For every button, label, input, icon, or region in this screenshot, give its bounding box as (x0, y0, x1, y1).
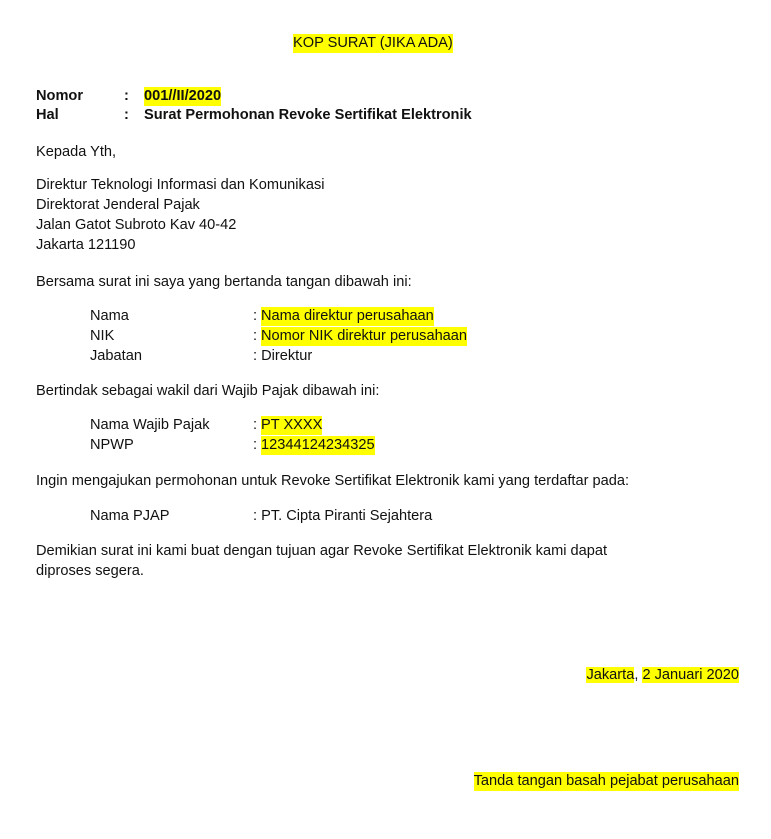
signature-placeholder: Tanda tangan basah pejabat perusahaan (473, 773, 739, 789)
recipient-line-3: Jalan Gatot Subroto Kav 40-42 (36, 217, 237, 233)
request-text: Ingin mengajukan permohonan untuk Revoke Sertifikat Elektronik kami yang terdaftar pada: (36, 473, 630, 489)
recipient-line-1: Direktur Teknologi Informasi dan Komunikasi (36, 177, 325, 193)
closing-line-2: diproses segera. (36, 563, 144, 579)
signer-nik-colon: : (253, 328, 258, 344)
place-date-separator: , (634, 667, 639, 683)
signer-name-value: Nama direktur perusahaan (261, 308, 434, 324)
nomor-value: 001//II/2020 (144, 88, 222, 104)
place-value: Jakarta (586, 667, 635, 683)
recipient-line-2: Direktorat Jenderal Pajak (36, 197, 200, 213)
salutation: Kepada Yth, (36, 144, 117, 160)
pjap-value: : PT. Cipta Piranti Sejahtera (253, 508, 433, 524)
taxpayer-name-value: PT XXXX (261, 417, 323, 433)
hal-value: Surat Permohonan Revoke Sertifikat Elektronik (144, 107, 472, 123)
taxpayer-name-label: Nama Wajib Pajak (90, 417, 210, 433)
closing-line-1: Demikian surat ini kami buat dengan tujuan agar Revoke Sertifikat Elektronik kami dapat (36, 543, 608, 559)
signer-name-colon: : (253, 308, 258, 324)
place-date (586, 666, 739, 685)
signer-position-value: : Direktur (253, 348, 313, 364)
signer-nik-value: Nomor NIK direktur perusahaan (261, 328, 468, 344)
intro-text: Bersama surat ini saya yang bertanda tangan dibawah ini: (36, 274, 412, 290)
taxpayer-npwp-value: 12344124234325 (261, 437, 375, 453)
representing-text: Bertindak sebagai wakil dari Wajib Pajak dibawah ini: (36, 383, 380, 399)
taxpayer-npwp-colon: : (253, 437, 258, 453)
hal-colon: : (124, 107, 129, 123)
nomor-label: Nomor (36, 88, 84, 104)
taxpayer-name-colon: : (253, 417, 258, 433)
nomor-colon: : (124, 88, 129, 104)
letterhead-placeholder: KOP SURAT (JIKA ADA) (293, 35, 453, 51)
signer-position-label: Jabatan (90, 348, 142, 364)
recipient-line-4: Jakarta 121190 (36, 237, 136, 253)
date-value: 2 Januari 2020 (642, 667, 739, 683)
signer-nik-label: NIK (90, 328, 115, 344)
signer-name-label: Nama (90, 308, 129, 324)
hal-label: Hal (36, 107, 59, 123)
pjap-label: Nama PJAP (90, 508, 170, 524)
taxpayer-npwp-label: NPWP (90, 437, 134, 453)
